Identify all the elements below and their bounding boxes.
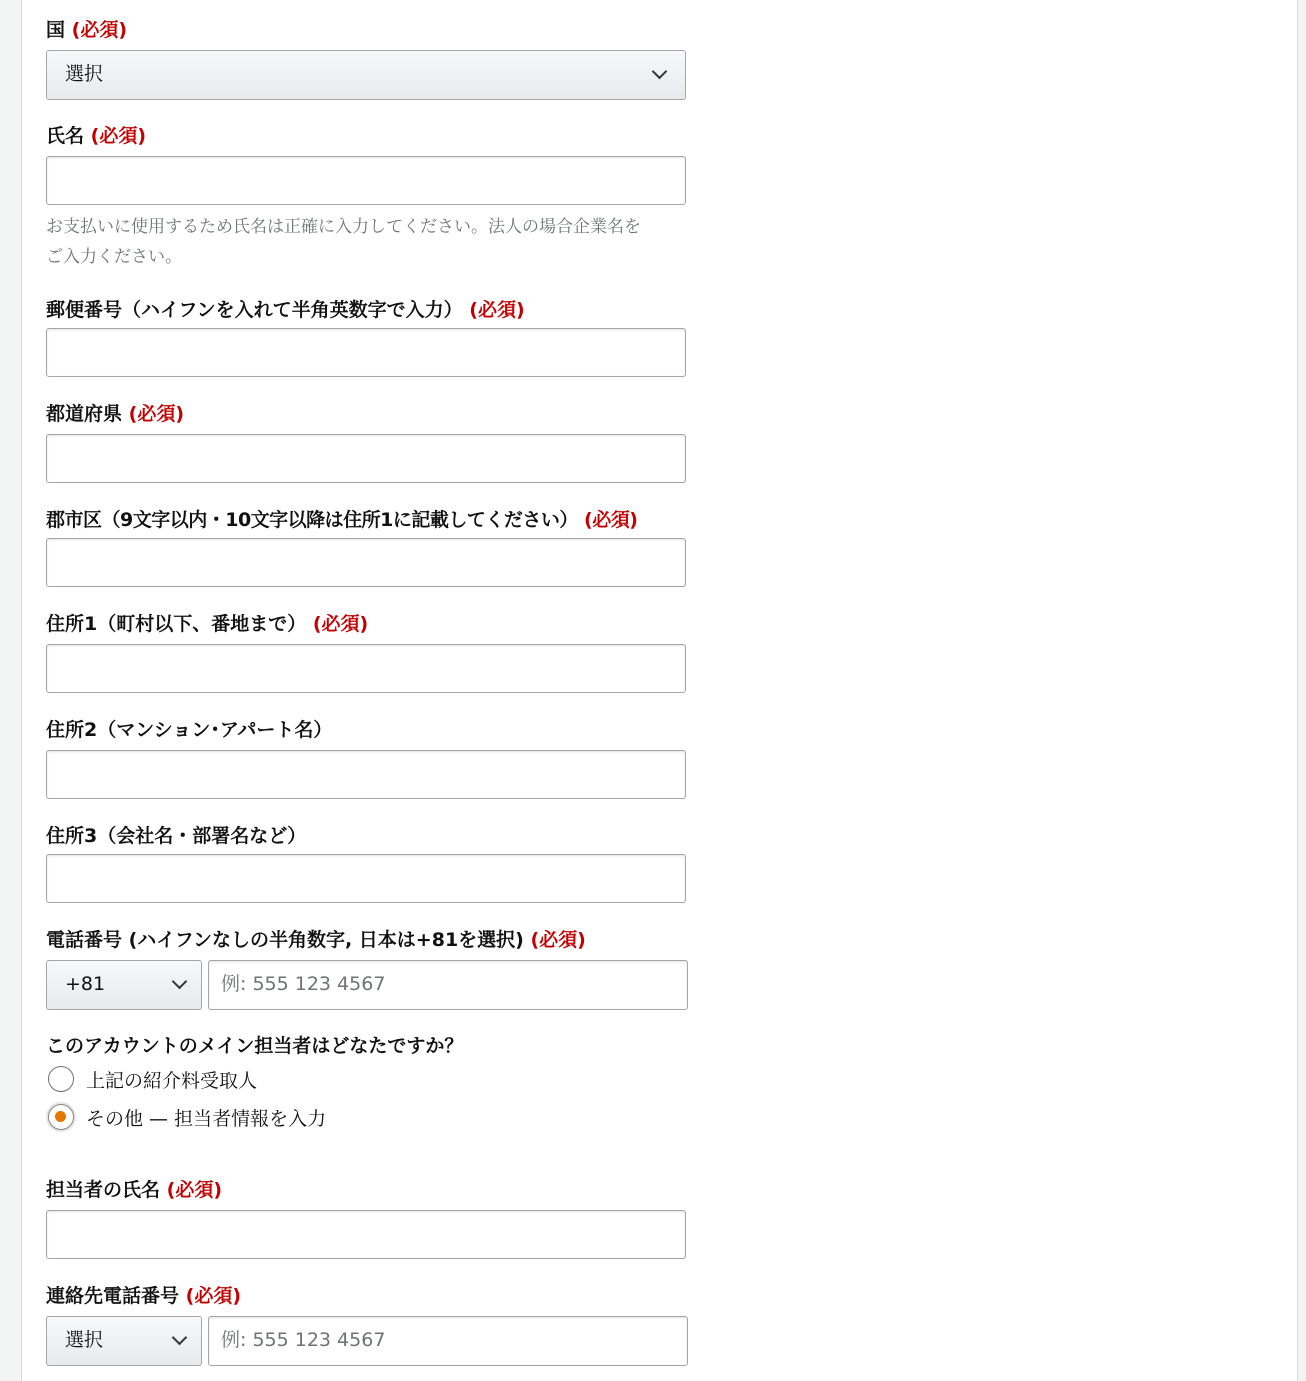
city-input[interactable]: [46, 538, 686, 587]
address1-label: 住所1（町村以下、番地まで） (必須): [46, 613, 369, 635]
contact-name-input[interactable]: [46, 1210, 686, 1259]
phone-country-code-select[interactable]: [46, 960, 202, 1010]
required-marker: (必須): [530, 929, 586, 951]
contact-phone-number-input[interactable]: [208, 1316, 688, 1366]
contact-phone-country-code-value: 選択: [65, 1329, 104, 1351]
radio-option-referral-recipient[interactable]: [48, 1064, 257, 1094]
name-input[interactable]: [46, 156, 686, 205]
contact-question-label: このアカウントのメイン担当者はどなたですか？: [46, 1035, 464, 1057]
chevron-down-icon: [172, 974, 188, 990]
country-select-value: 選択: [65, 63, 104, 85]
name-hint: お支払いに使用するため氏名は正確に入力してください。法人の場合企業名をご入力ください。: [46, 217, 641, 267]
country-select[interactable]: [46, 50, 686, 100]
required-marker: (必須): [90, 125, 147, 147]
phone-label: 電話番号 (ハイフンなしの半角数字, 日本は+81を選択) (必須): [46, 929, 586, 951]
radio-label: その他 — 担当者情報を入力: [86, 1107, 327, 1130]
postal-input[interactable]: [46, 328, 686, 377]
phone-number-placeholder: 例: 555 123 4567: [221, 973, 386, 995]
prefecture-label: 都道府県 (必須): [46, 403, 185, 425]
name-label: 氏名 (必須): [46, 125, 147, 147]
contact-name-label: 担当者の氏名 (必須): [46, 1179, 223, 1201]
radio-option-other[interactable]: [48, 1102, 326, 1132]
required-marker: (必須): [128, 403, 185, 425]
contact-phone-number-placeholder: 例: 555 123 4567: [221, 1329, 386, 1351]
city-label: 郡市区（9文字以内・10文字以降は住所1に記載してください） (必須): [46, 509, 638, 531]
radio-button[interactable]: [48, 1066, 74, 1092]
required-marker: (必須): [166, 1179, 223, 1201]
contact-phone-country-code-select[interactable]: [46, 1316, 202, 1366]
address1-input[interactable]: [46, 644, 686, 693]
contact-phone-label: 連絡先電話番号 (必須): [46, 1285, 242, 1307]
postal-label: 郵便番号（ハイフンを入れて半角英数字で入力） (必須): [46, 299, 525, 321]
required-marker: (必須): [185, 1285, 242, 1307]
radio-label: 上記の紹介料受取人: [86, 1069, 258, 1092]
address2-label: 住所2（マンション･アパート名）: [46, 719, 333, 741]
phone-country-code-value: +81: [65, 973, 106, 995]
phone-number-input[interactable]: [208, 960, 688, 1010]
prefecture-input[interactable]: [46, 434, 686, 483]
address3-label: 住所3（会社名・部署名など）: [46, 825, 307, 847]
chevron-down-icon: [652, 64, 668, 80]
chevron-down-icon: [172, 1330, 188, 1346]
radio-button-selected[interactable]: [48, 1104, 74, 1130]
address2-input[interactable]: [46, 750, 686, 799]
required-marker: (必須): [71, 19, 128, 41]
required-marker: (必須): [312, 613, 369, 635]
address3-input[interactable]: [46, 854, 686, 903]
country-label: 国 (必須): [46, 19, 128, 41]
required-marker: (必須): [584, 509, 638, 531]
required-marker: (必須): [469, 299, 525, 321]
radio-dot: [55, 1111, 66, 1122]
